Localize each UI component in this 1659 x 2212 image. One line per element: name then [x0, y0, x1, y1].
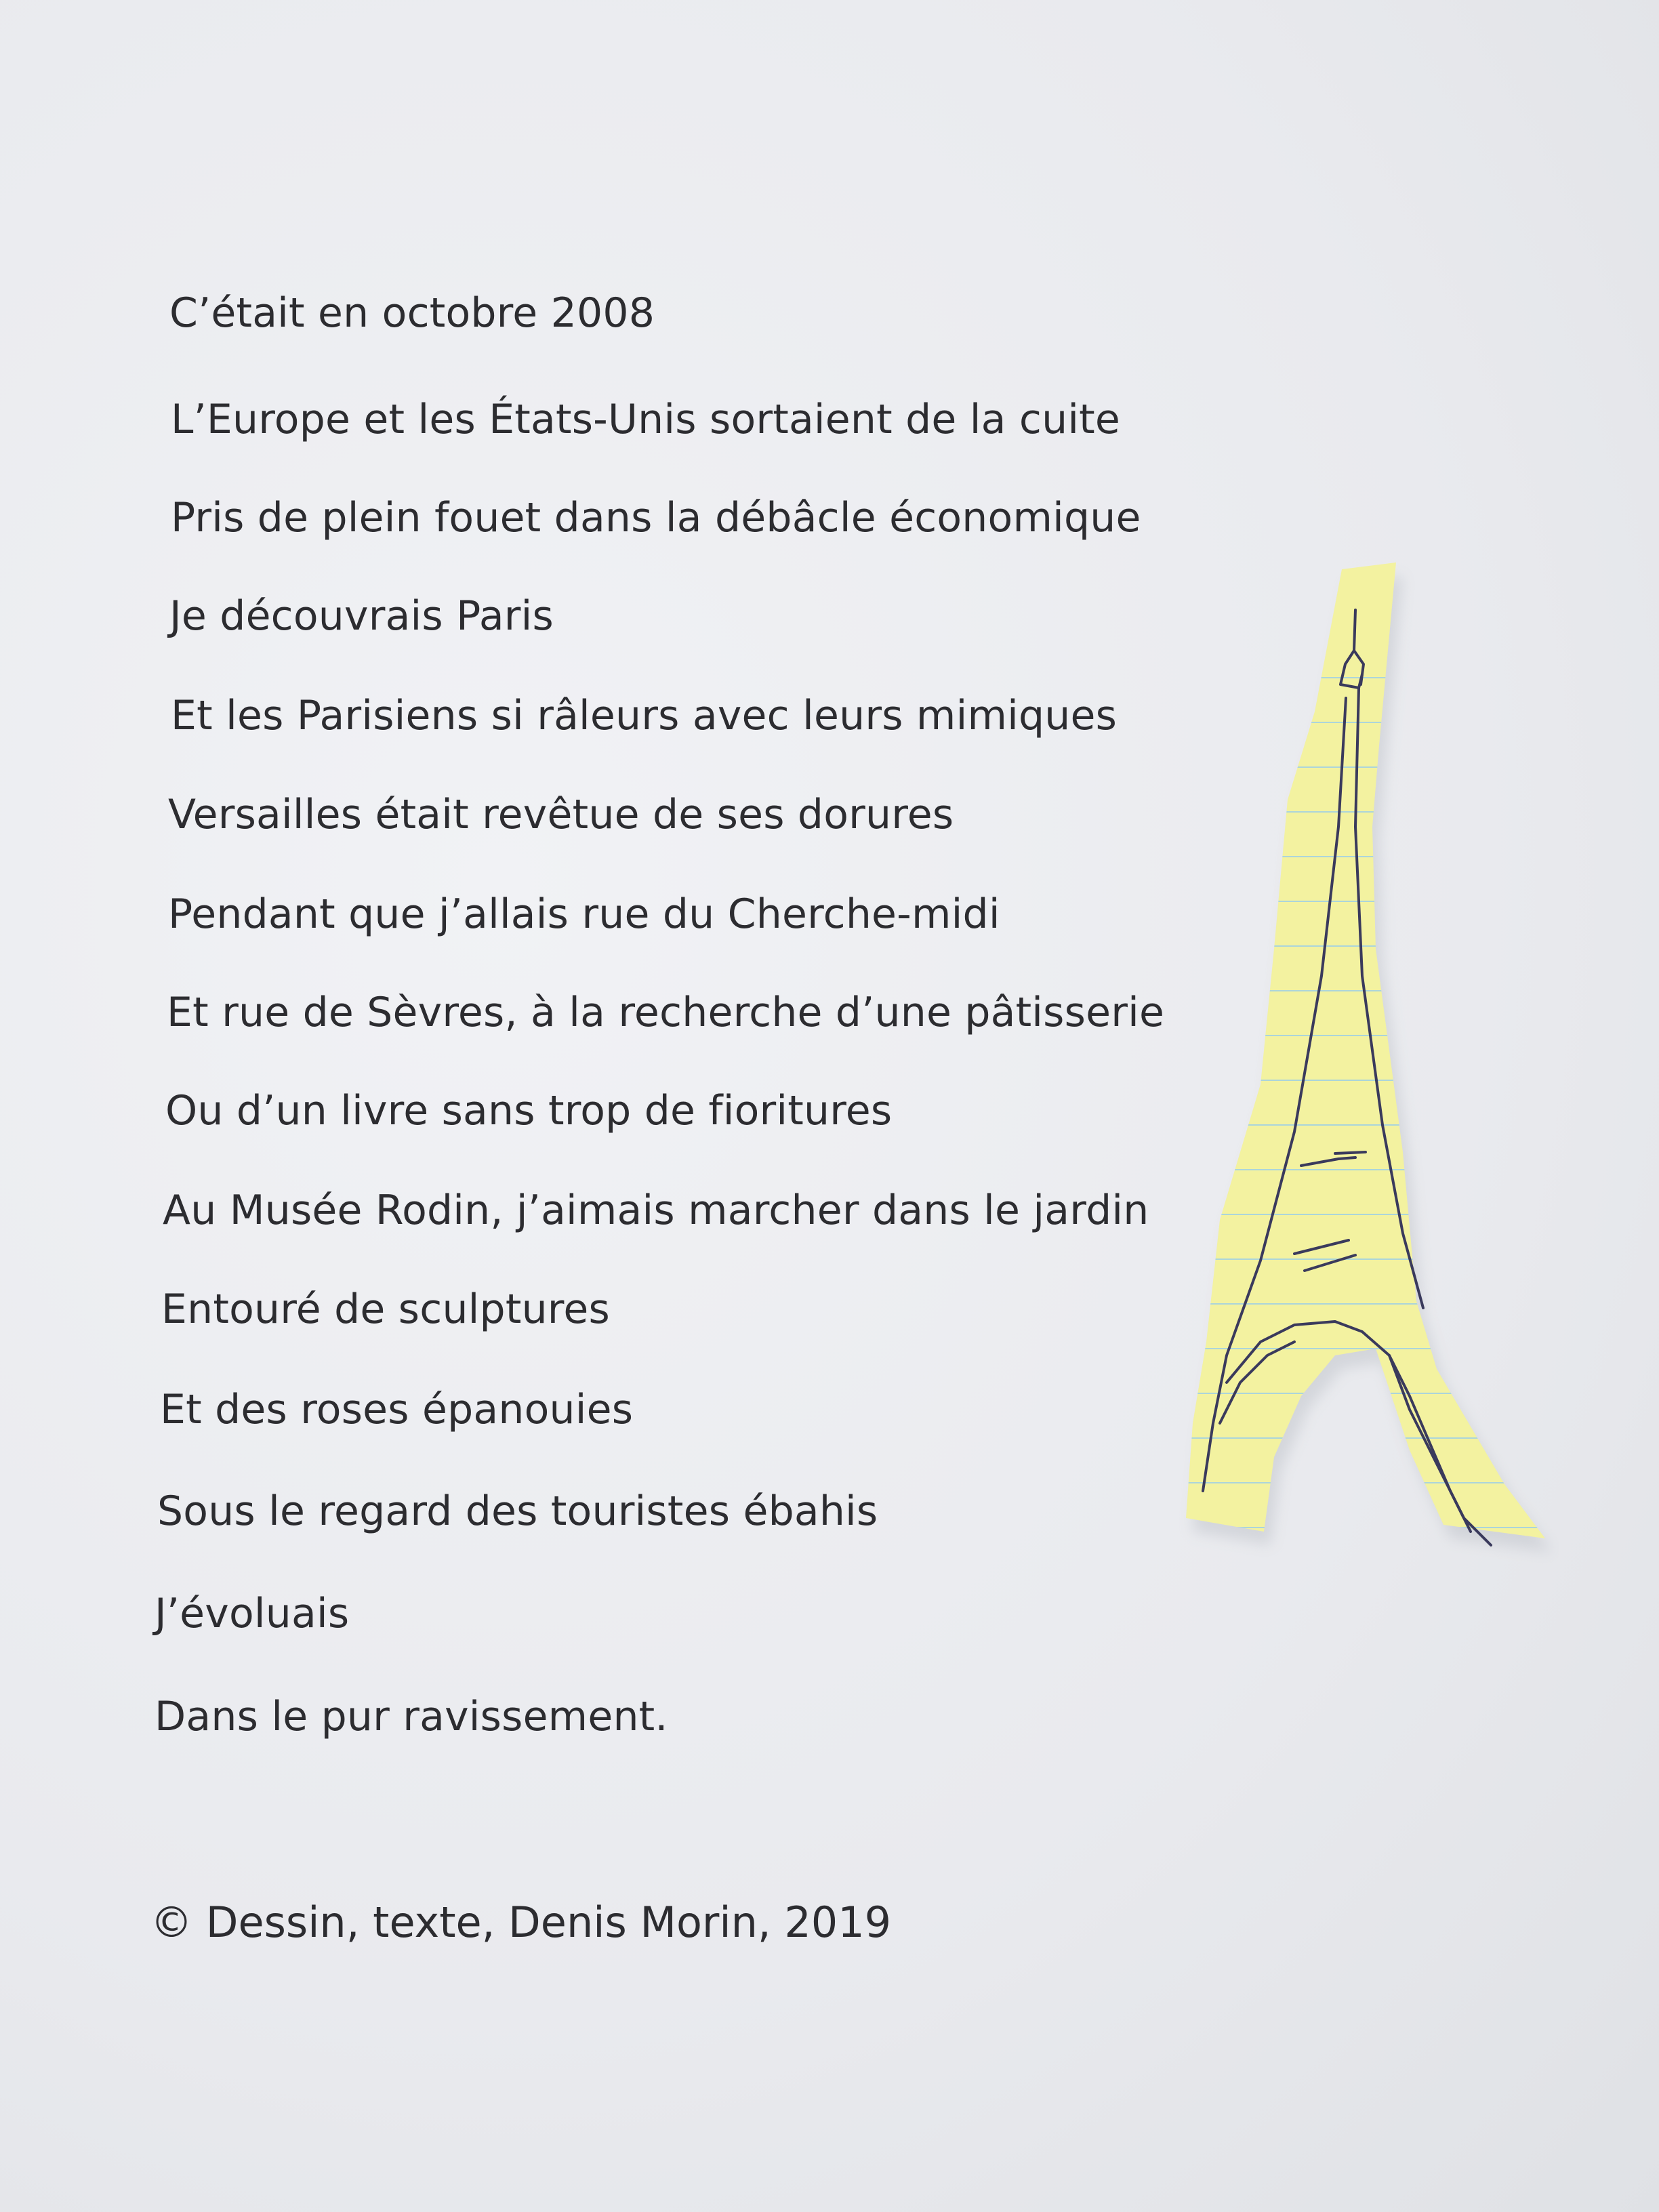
poem-line: L’Europe et les États-Unis sortaient de la cuite [171, 396, 1121, 443]
poem-line: Et rue de Sèvres, à la recherche d’une pâtisserie [167, 989, 1165, 1036]
poem-line: Sous le regard des touristes ébahis [157, 1488, 878, 1535]
poem-line: Versailles était revêtue de ses dorures [168, 791, 954, 838]
poem-line: Entouré de sculptures [161, 1286, 610, 1333]
poem-line: Et des roses épanouies [160, 1386, 634, 1433]
copyright-notice: © Dessin, texte, Denis Morin, 2019 [150, 1898, 892, 1947]
eiffel-tower-drawing-icon [1071, 542, 1559, 1599]
poem-line: Ou d’un livre sans trop de fioritures [165, 1087, 893, 1134]
poem-line: Pendant que j’allais rue du Cherche-midi [168, 890, 1000, 938]
poem-line: Je découvrais Paris [169, 592, 554, 640]
poem-line: Et les Parisiens si râleurs avec leurs mimiques [171, 692, 1118, 739]
poem-line: Pris de plein fouet dans la débâcle économique [171, 494, 1141, 541]
poem-line: Dans le pur ravissement. [155, 1693, 668, 1740]
poem-line: C’était en octobre 2008 [169, 289, 655, 337]
poem-line: J’évoluais [155, 1590, 350, 1637]
poem-line: Au Musée Rodin, j’aimais marcher dans le jardin [163, 1187, 1149, 1234]
